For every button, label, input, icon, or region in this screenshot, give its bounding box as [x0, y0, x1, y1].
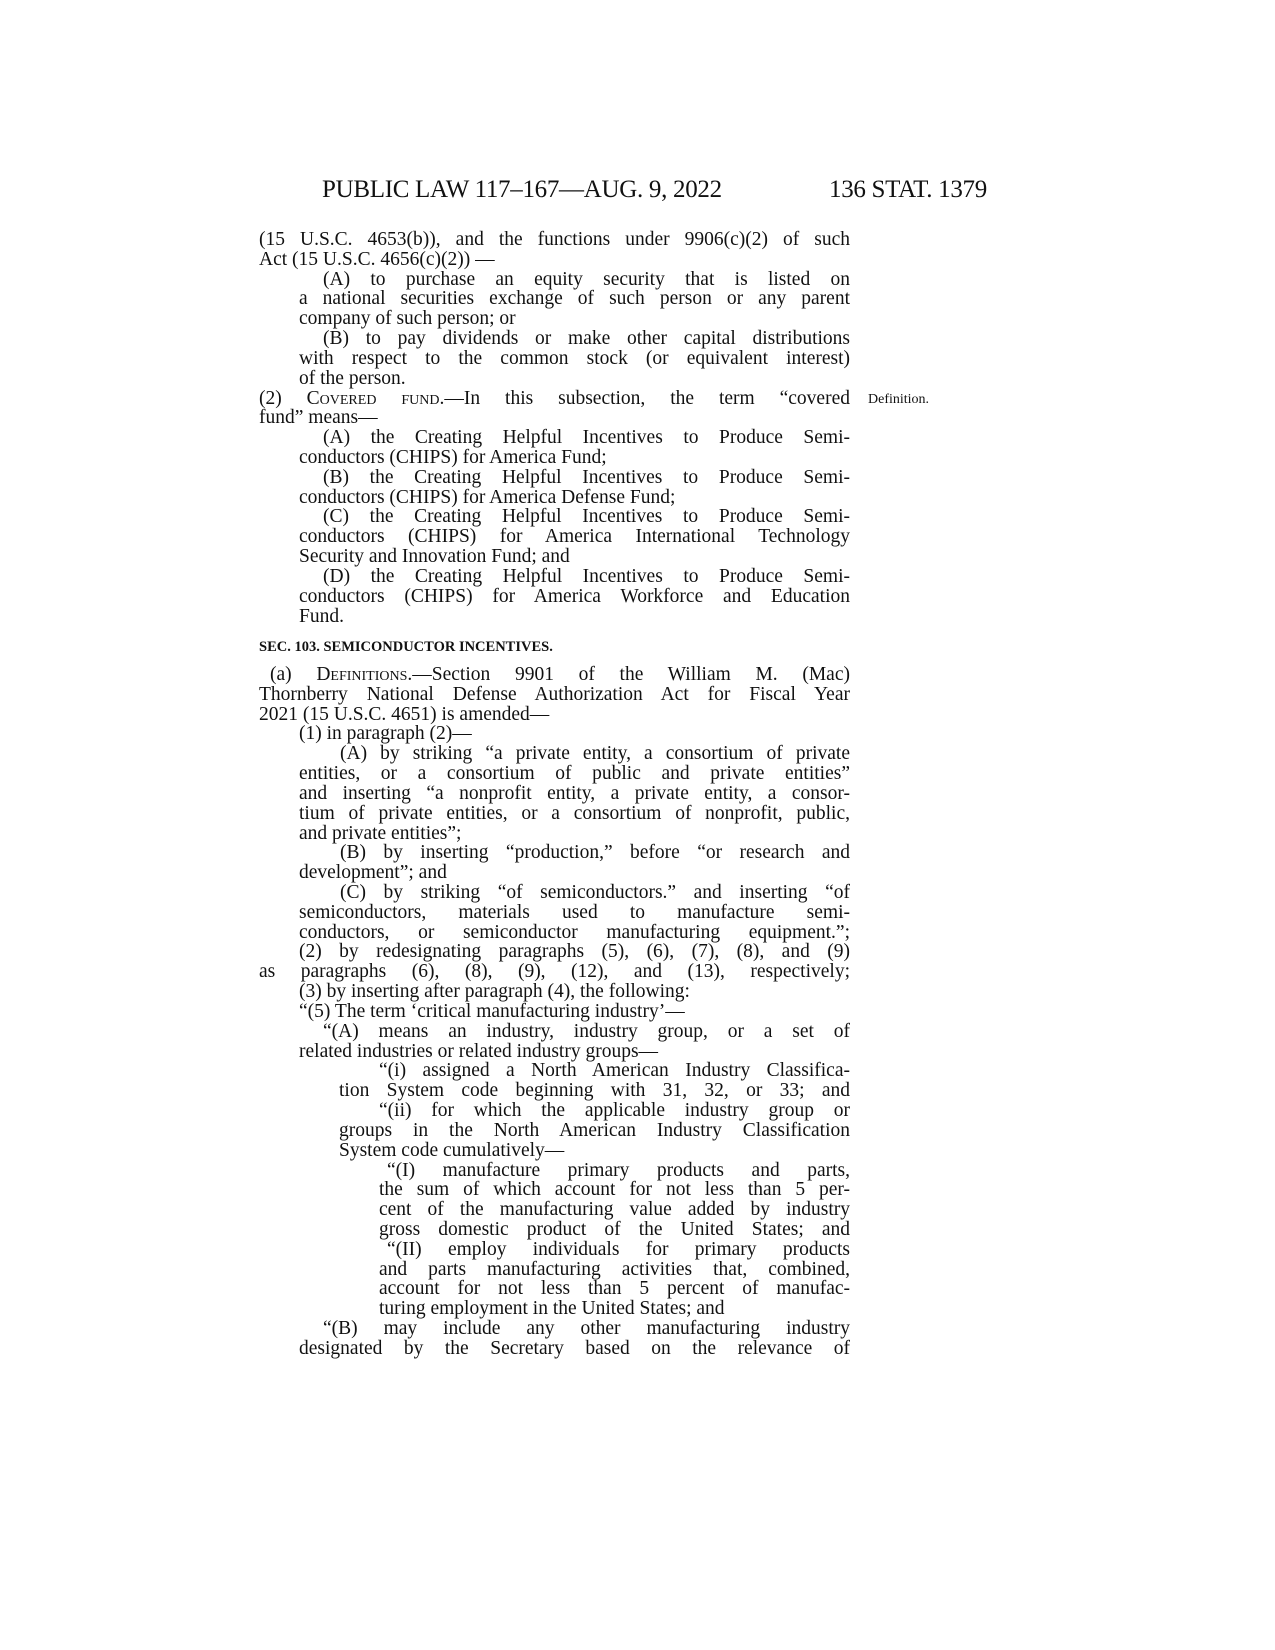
section-heading: SEC. 103. SEMICONDUCTOR INCENTIVES. — [259, 639, 553, 655]
text-line: conductors, or semiconductor manufacturing equipment.”; — [299, 921, 850, 943]
text-line: with respect to the common stock (or equivalent interest) — [299, 347, 850, 369]
text-line: conductors (CHIPS) for America Workforce and Education — [299, 585, 850, 607]
text-line: entities, or a consortium of public and private entities” — [299, 763, 850, 785]
text-line: “(A) means an industry, industry group, or a set of — [323, 1020, 850, 1042]
text-line: (1) in paragraph (2)— — [299, 723, 472, 745]
text-line: development”; and — [299, 862, 447, 884]
text-line: Fund. — [299, 605, 344, 627]
text-line: and private entities”; — [299, 822, 462, 844]
text-line — [259, 388, 850, 409]
text-line: “(5) The term ‘critical manufacturing industry’— — [299, 1000, 685, 1022]
text-line: Security and Innovation Fund; and — [299, 546, 570, 568]
text-line: (A) by striking “a private entity, a consortium of private — [340, 743, 850, 765]
text-line: the sum of which account for not less than 5 per- — [379, 1179, 850, 1201]
text-line: tium of private entities, or a consortium of nonprofit, public, — [299, 802, 850, 824]
text-run: (2) — [259, 387, 307, 409]
text-line: turing employment in the United States; and — [379, 1298, 725, 1320]
text-line: 2021 (15 U.S.C. 4651) is amended— — [259, 703, 550, 725]
margin-note: Definition. — [868, 392, 930, 407]
paragraph-heading: Covered fund — [306, 387, 440, 409]
paragraph-heading: Definitions — [316, 664, 408, 685]
text-line: gross domestic product of the United States; and — [379, 1218, 850, 1240]
text-line: (A) to purchase an equity security that is listed on — [323, 268, 850, 290]
text-line: (15 U.S.C. 4653(b)), and the functions under 9906(c)(2) of such — [259, 229, 850, 250]
text-line: Thornberry National Defense Authorization Act for Fiscal Year — [259, 683, 850, 705]
text-line: tion System code beginning with 31, 32, or 33; and — [339, 1080, 850, 1102]
text-run: (a) — [270, 664, 317, 685]
text-line: related industries or related industry groups— — [299, 1040, 659, 1062]
text-line: and parts manufacturing activities that, combined, — [379, 1258, 850, 1280]
text-line: a national securities exchange of such person or any parent — [299, 288, 850, 310]
text-line: (B) by inserting “production,” before “or research and — [340, 842, 850, 864]
text-line: fund” means— — [259, 407, 378, 429]
text-line: groups in the North American Industry Classification — [339, 1119, 850, 1141]
text-line: as paragraphs (6), (8), (9), (12), and (13), respectively; — [259, 961, 850, 983]
text-line: “(i) assigned a North American Industry Classifica- — [379, 1060, 850, 1082]
running-header-title: PUBLIC LAW 117–167—AUG. 9, 2022 — [322, 176, 722, 203]
text-line: Act (15 U.S.C. 4656(c)(2)) — — [259, 248, 495, 270]
text-line: (2) by redesignating paragraphs (5), (6), (7), (8), and (9) — [299, 941, 850, 963]
text-line: conductors (CHIPS) for America Defense Fund; — [299, 486, 676, 508]
text-line: (C) the Creating Helpful Incentives to Produce Semi- — [323, 506, 850, 528]
text-line: of the person. — [299, 367, 406, 389]
text-line: (C) by striking “of semiconductors.” and inserting “of — [340, 882, 850, 904]
page-number: 136 STAT. 1379 — [829, 176, 987, 203]
text-line — [270, 664, 850, 685]
text-line: semiconductors, materials used to manufacture semi- — [299, 901, 850, 923]
text-line: (A) the Creating Helpful Incentives to Produce Semi- — [323, 427, 850, 449]
text-line: (B) to pay dividends or make other capital distributions — [323, 328, 850, 350]
text-line: account for not less than 5 percent of manufac- — [379, 1278, 850, 1300]
text-line: (B) the Creating Helpful Incentives to Produce Semi- — [323, 466, 850, 488]
text-line: (3) by inserting after paragraph (4), the following: — [299, 981, 690, 1003]
text-line: and inserting “a nonprofit entity, a private entity, a consor- — [299, 782, 850, 804]
text-line: “(B) may include any other manufacturing industry — [323, 1318, 850, 1340]
text-line: (D) the Creating Helpful Incentives to Produce Semi- — [323, 565, 850, 587]
text-line: conductors (CHIPS) for America Fund; — [299, 447, 607, 469]
text-line: designated by the Secretary based on the relevance of — [299, 1337, 850, 1359]
text-run: .—Section 9901 of the William M. (Mac) — [407, 664, 850, 685]
text-line: conductors (CHIPS) for America International Technology — [299, 526, 850, 548]
text-line: “(II) employ individuals for primary products — [387, 1238, 850, 1260]
text-line: “(I) manufacture primary products and parts, — [387, 1159, 850, 1181]
text-line: “(ii) for which the applicable industry group or — [379, 1100, 850, 1122]
text-line: cent of the manufacturing value added by industry — [379, 1199, 850, 1221]
text-run: .—In this subsection, the term “covered — [439, 387, 850, 409]
text-line: company of such person; or — [299, 308, 516, 330]
text-line: System code cumulatively— — [339, 1139, 565, 1161]
